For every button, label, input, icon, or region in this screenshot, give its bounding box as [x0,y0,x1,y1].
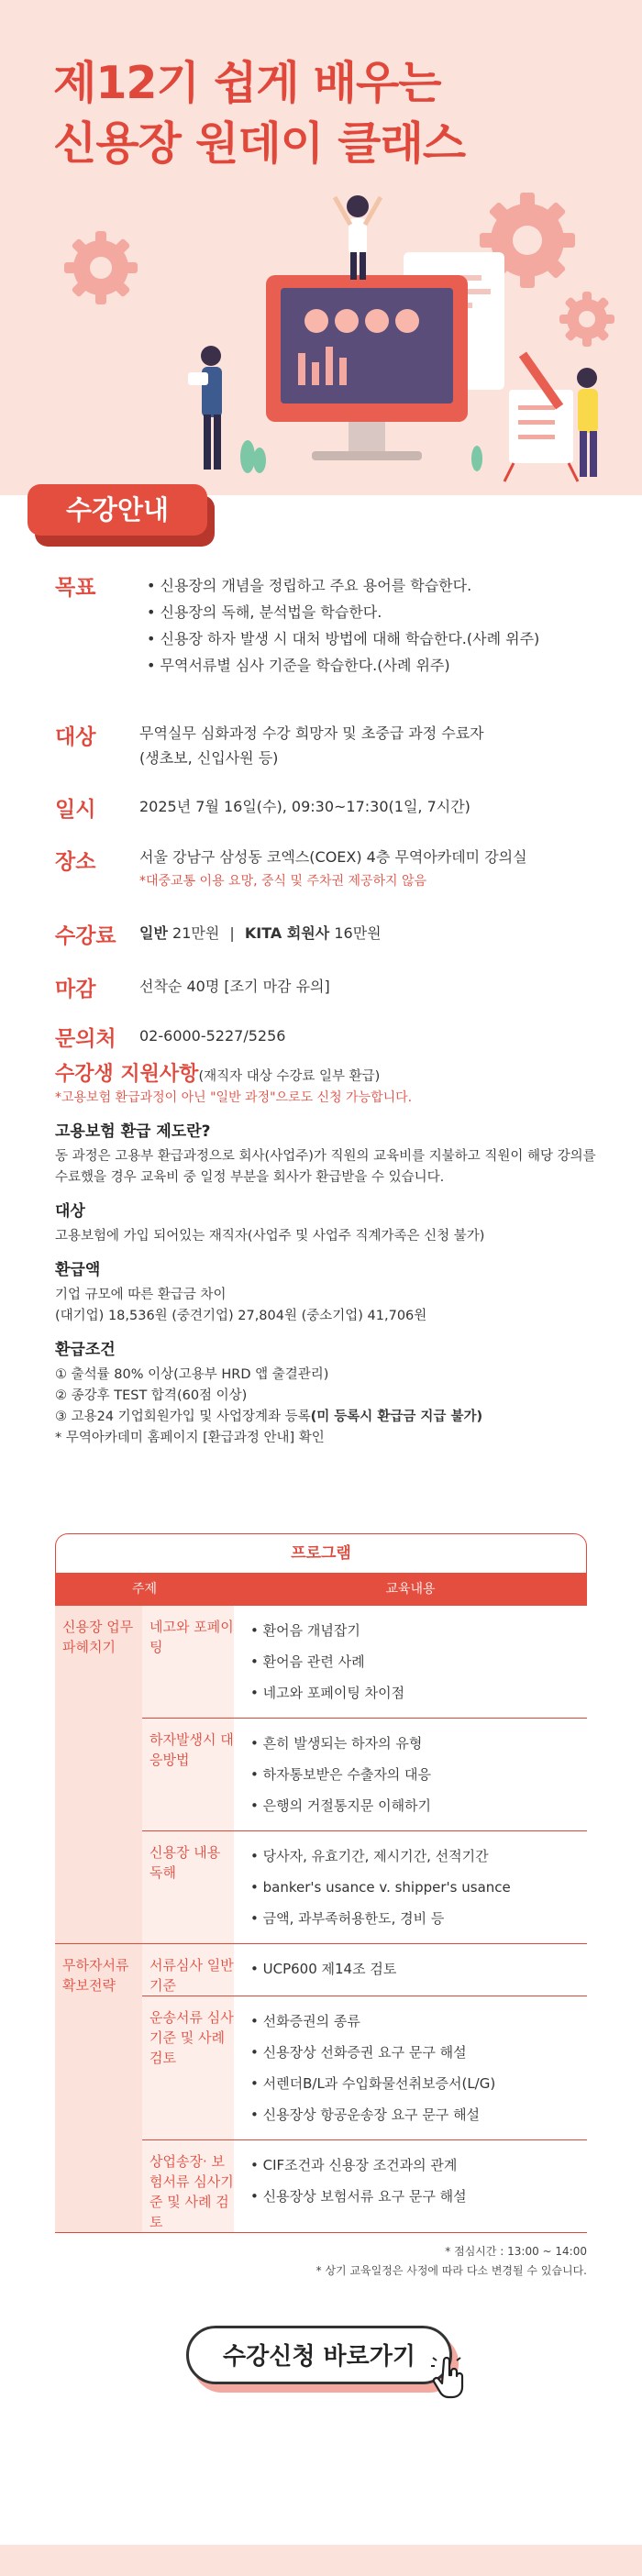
list-item: • 무역서류별 심사 기준을 학습한다.(사례 위주) [147,652,539,679]
contact-text: 02-6000-5227/5256 [139,1027,286,1045]
hero-title: 제12기 쉽게 배우는 신용장 원데이 클래스 [53,57,466,170]
place-text: 서울 강남구 삼성동 코엑스(COEX) 4층 무역아카데미 강의실 *대중교통 이용 요망, 중식 및 주차권 제공하지 않음 [139,845,527,894]
table-row [142,1944,587,1996]
list-item: • 흔히 발생되는 하자의 유형 [250,1728,587,1759]
target-text: 무역실무 심화과정 수강 희망자 및 초중급 과정 수료자 (생초보, 신입사원 등) [139,724,484,767]
program-columns [55,1573,587,1606]
list-item: • 당사자, 유효기간, 제시기간, 선적기간 [250,1841,587,1872]
fee-text: 일반 21만원 | KITA 회원사 16만원 [139,924,382,942]
list-item: • 신용장상 선화증권 요구 문구 해설 [250,2037,587,2068]
subtopic-name: 서류심사 일반기준 [142,1944,234,1996]
condition-item: ② 종강후 TEST 합격(60점 이상) [55,1388,248,1403]
support-heading: 환급조건 [55,1341,116,1359]
place-note: *대중교통 이용 요망, 중식 및 주차권 제공하지 않음 [139,874,427,889]
list-item: • 은행의 거절통지문 이해하기 [250,1790,587,1821]
target-label: 대상 [55,725,96,749]
support-heading: 고용보험 환급 제도란? [55,1122,211,1141]
list-item: • CIF조건과 신용장 조건과의 관계 [250,2150,587,2181]
support-title: 수강생 지원사항(재직자 대상 수강료 일부 환급) [55,1063,381,1086]
deadline-text: 선착순 40명 [조기 마감 유의] [139,978,330,995]
list-item: • 서렌더B/L과 수입화물선취보증서(L/G) [250,2068,587,2099]
gear-icon [64,231,138,304]
subtopic-name: 네고와 포페이팅 [142,1606,234,1718]
list-item: • 신용장상 보험서류 요구 문구 해설 [250,2181,587,2212]
subtopic-name: 상업송장· 보험서류 심사기준 및 사례 검토 [142,2140,234,2232]
contact-label: 문의처 [55,1027,116,1051]
subtopic-name: 운송서류 심사기준 및 사례 검토 [142,1996,234,2139]
condition-item: * 무역아카데미 홈페이지 [환급과정 안내] 확인 [55,1431,325,1445]
list-item: • 선화증권의 종류 [250,2006,587,2037]
person-icon [504,351,598,481]
program-header: 프로그램 [55,1533,587,1573]
support-text: 고용보험에 가입 되어있는 재직자(사업주 및 사업주 직계가족은 신청 불가) [55,1229,485,1244]
support-text: 기업 규모에 따른 환급금 차이 [55,1288,227,1302]
table-row [142,1831,587,1943]
column-topic: 주제 [131,1582,158,1597]
table-row [142,2140,587,2232]
monitor-icon [266,275,468,460]
list-item: • UCP600 제14조 검토 [250,1953,587,1985]
program-footer-line [55,2232,587,2233]
list-item: • 하자통보받은 수출자의 대응 [250,1759,587,1790]
list-item: • 신용장 하자 발생 시 대처 방법에 대해 학습한다.(사례 위주) [147,625,539,652]
program-table [55,1533,587,2281]
support-heading: 환급액 [55,1261,101,1279]
program-body [55,1606,587,2232]
goal-label: 목표 [55,576,96,600]
list-item: • 신용장의 독해, 분석법을 학습한다. [147,599,539,625]
program-group [55,1944,587,2232]
section-title-badge: 수강안내 [28,484,207,536]
condition-item: ① 출석률 80% 이상(고용부 HRD 앱 출결관리) [55,1367,329,1382]
group-title: 무하자서류 확보전략 [55,1944,142,2232]
person-icon [188,346,222,470]
support-warning: *고용보험 환급과정이 아닌 "일반 과정"으로도 신청 가능합니다. [55,1090,413,1105]
list-item: • 환어음 개념잡기 [250,1615,587,1646]
place-label: 장소 [55,850,96,874]
support-text: 동 과정은 고용부 환급과정으로 회사(사업주)가 직원의 교육비를 지불하고 직원이 해당 강의를 수료했을 경우 교육비 중 일정 부분을 회사가 환급받을 수 있습니다. [55,1149,596,1185]
goal-list [147,572,539,679]
hero-illustration [0,165,642,495]
list-item: • 신용장의 개념을 정립하고 주요 용어를 학습한다. [147,572,539,599]
program-group [55,1606,587,1944]
date-label: 일시 [55,798,96,822]
deadline-label: 마감 [55,978,96,1001]
list-item: • 환어음 관련 사례 [250,1646,587,1677]
support-heading: 대상 [55,1202,85,1221]
condition-item: ③ 고용24 기업회원가입 및 사업장계좌 등록(미 등록시 환급금 지급 불가) [55,1410,483,1424]
pointer-hand-icon [431,2357,468,2399]
bottom-band [0,2545,642,2576]
subtopic-name: 신용장 내용 독해 [142,1831,234,1943]
person-icon [335,195,381,280]
table-row [142,1996,587,2140]
list-item: • 신용장상 항공운송장 요구 문구 해설 [250,2099,587,2130]
subtopic-name: 하자발생시 대응방법 [142,1719,234,1830]
list-item: • 네고와 포페이팅 차이점 [250,1677,587,1708]
gear-icon [559,292,614,347]
fee-label: 수강료 [55,924,116,948]
table-row [142,1606,587,1719]
hero-banner [0,0,642,495]
group-title: 신용장 업무 파헤치기 [55,1606,142,1943]
column-content: 교육내용 [385,1582,436,1597]
list-item: • 금액, 과부족허용한도, 경비 등 [250,1903,587,1934]
apply-button[interactable]: 수강신청 바로가기 [186,2326,452,2384]
support-section [55,1064,605,1449]
date-text: 2025년 7월 16일(수), 09:30~17:30(1일, 7시간) [139,798,470,815]
list-item: • banker's usance v. shipper's usance [250,1872,587,1903]
program-notes: * 점심시간 : 13:00 ~ 14:00 * 상기 교육일정은 사정에 따라 다소 변경될 수 있습니다. [315,2245,587,2277]
table-row [142,1719,587,1831]
support-text: (대기업) 18,536원 (중견기업) 27,804원 (중소기업) 41,706원 [55,1309,427,1323]
